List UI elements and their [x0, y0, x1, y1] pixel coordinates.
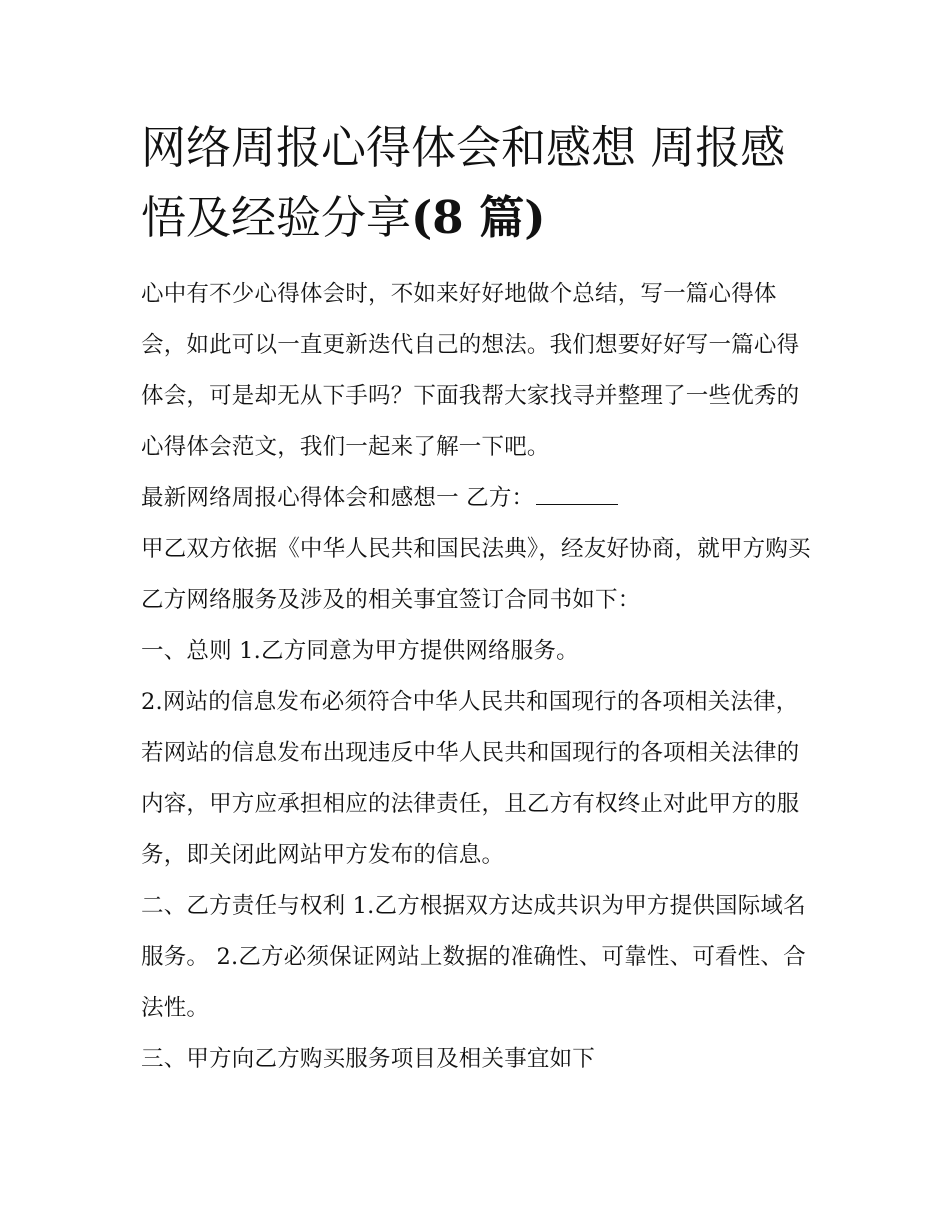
intro-paragraph: 心中有不少心得体会时，不如来好好地做个总结，写一篇心得体会，如此可以一直更新迭代自己的想法。我们想要好好写一篇心得体会，可是却无从下手吗？下面我帮大家找寻并整理了一些优秀的心得体会范文，我们一起来了解一下吧。 [141, 281, 800, 460]
paragraph-2: 一、总则 1.乙方同意为甲方提供网络服务。 [141, 638, 579, 664]
paragraph-5: 三、甲方向乙方购买服务项目及相关事宜如下 [141, 1046, 596, 1072]
title-count-text: (8 篇) [411, 191, 546, 244]
document-title [141, 113, 816, 253]
paragraph-3: 2.网站的信息发布必须符合中华人民共和国现行的各项相关法律，若网站的信息发布出现违反中华人民共和国现行的各项相关法律的内容，甲方应承担相应的法律责任，且乙方有权终止对此甲方的服务，即关闭此网站甲方发布的信息。 [141, 689, 800, 868]
section-heading [141, 473, 816, 524]
title-main-text: 网络周报心得体会和感想 周报感悟及经验分享 [141, 121, 786, 244]
paragraph-4: 二、乙方责任与权利 1.乙方根据双方达成共识为甲方提供国际域名服务。 2.乙方必须保证网站上数据的准确性、可靠性、可看性、合法性。 [141, 893, 806, 1021]
section-heading-text: 最新网络周报心得体会和感想一 乙方： [141, 485, 535, 511]
paragraph-1: 甲乙双方依据《中华人民共和国民法典》，经友好协商，就甲方购买乙方网络服务及涉及的相关事宜签订合同书如下： [141, 536, 811, 613]
blank-underline [536, 484, 618, 505]
document-body [141, 113, 816, 1085]
